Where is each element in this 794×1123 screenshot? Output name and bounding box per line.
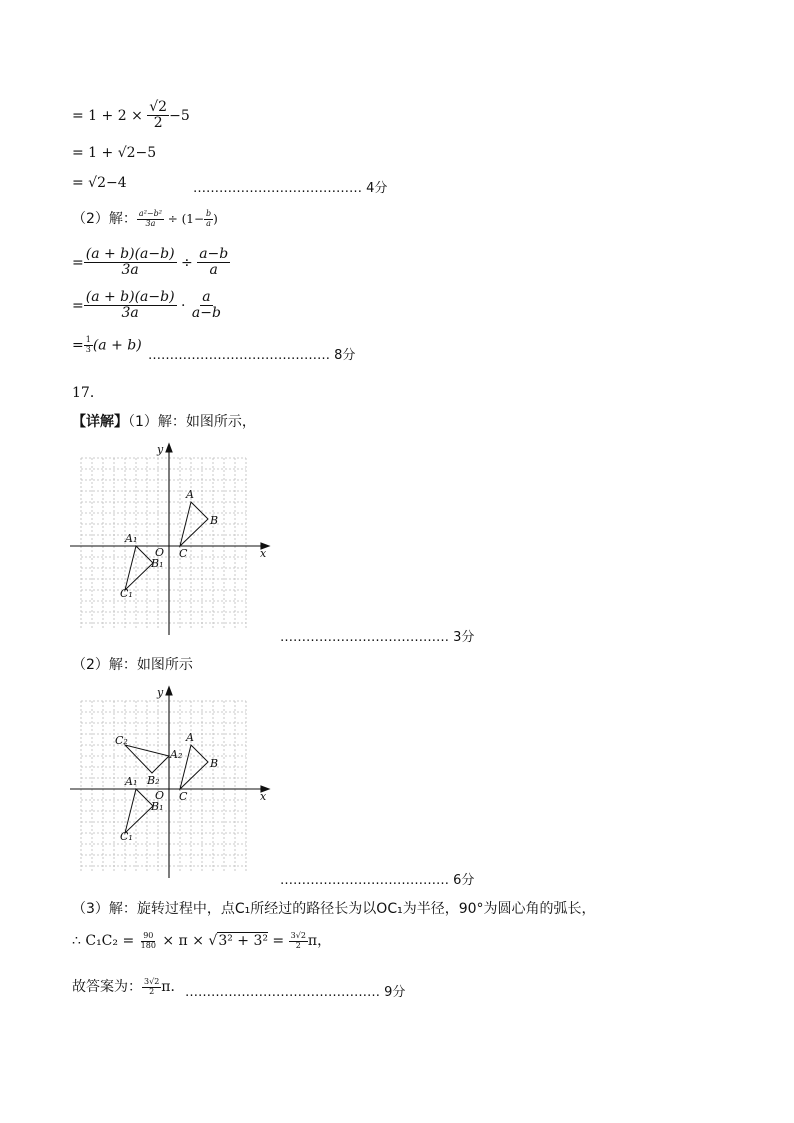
calc-line-1 <box>72 100 190 132</box>
point-c-label: C <box>179 547 188 560</box>
origin-label: O <box>155 789 165 802</box>
step2-fraction <box>84 290 177 322</box>
origin-label: O <box>155 546 165 559</box>
step3-fraction <box>84 336 93 355</box>
figure-1-coordinate-grid <box>70 440 280 638</box>
expr-numerator: a²−b² <box>138 208 162 218</box>
step3-numerator: 1 <box>85 335 91 344</box>
part2-header <box>72 208 218 228</box>
point-b-label: B <box>210 757 219 770</box>
answer-fraction <box>142 978 161 997</box>
detail-label: 【详解】 <box>72 414 128 430</box>
part2-step-1: = $\frac{(a + b)(a-b)}{3a}$ ÷ $\frac{a-b}{a}$ <box>72 246 229 279</box>
arc-numerator-2: 3√2 <box>290 930 306 940</box>
step2-denominator: 3a <box>121 305 139 322</box>
final-answer <box>72 976 184 996</box>
answer-denominator: 2 <box>149 986 155 996</box>
axes <box>70 444 269 635</box>
point-c1-label: C₁ <box>120 587 133 600</box>
expr-close-paren: ) <box>213 212 218 226</box>
arc-fraction-90-180 <box>139 932 158 951</box>
point-c1-label: C₁ <box>120 830 133 843</box>
score-4: ………………………………… 4分 <box>193 181 388 196</box>
arc-equals: = <box>267 933 289 949</box>
point-a-label: A <box>186 488 194 501</box>
step1-fraction <box>84 247 177 279</box>
score-6: ………………………………… 6分 <box>280 873 475 888</box>
part2-label: （2）解： <box>72 211 137 227</box>
point-b2-label: B₂ <box>147 774 160 787</box>
q17-sub1-line <box>72 411 256 431</box>
arc-prefix: ∴ C₁C₂ = <box>72 933 139 949</box>
calc-line-2: = 1 + √2−5 <box>72 145 157 161</box>
answer-numerator: 3√2 <box>144 976 160 986</box>
score-9: ……………………………………… 9分 <box>185 985 406 1000</box>
calc-line-3: = √2−4 <box>72 175 127 191</box>
expr-fraction <box>137 210 164 229</box>
point-c-label: C <box>179 790 188 803</box>
y-axis-label: y <box>157 443 164 456</box>
step1-operator: ÷ <box>176 254 198 271</box>
answer-end: π． <box>161 979 185 995</box>
part2-step-2: = $\frac{(a + b)(a-b)}{3a}$ · $\frac{a}{a-b}$ <box>72 289 221 322</box>
step2-fraction-2 <box>190 290 223 322</box>
arc-radicand: 3² + 3² <box>218 933 268 949</box>
grid-lines <box>81 458 246 628</box>
point-a1-label: A₁ <box>125 532 138 545</box>
score-8: …………………………………… 8分 <box>148 348 356 363</box>
point-a-label: A <box>186 731 194 744</box>
step1-fraction-2 <box>197 247 230 279</box>
arc-times-pi: × π × <box>157 933 209 949</box>
fraction-sqrt2-over-2 <box>147 100 169 132</box>
arc-pi-end: π， <box>307 933 332 949</box>
arc-denominator-1: 180 <box>140 940 156 950</box>
arc-denominator-2: 2 <box>295 940 301 950</box>
arc-length-formula: ∴ C₁C₂ = $\frac{90}{180}$ × π × √3² + 3² = $\frac{3√2}{2}$ π， <box>72 930 332 950</box>
y-axis-label: y <box>157 686 164 699</box>
step3-rest: (a + b) <box>92 337 142 354</box>
step2-denominator-2: a−b <box>191 305 221 322</box>
point-a1-label: A₁ <box>125 775 138 788</box>
expr-numerator-2: b <box>206 208 212 218</box>
point-b1-label: B₁ <box>151 800 164 813</box>
score-3: ………………………………… 3分 <box>280 630 475 645</box>
point-b-label: B <box>210 514 219 527</box>
question-number: 17． <box>72 385 104 401</box>
step1-denominator: 3a <box>121 262 139 279</box>
step2-operator: · <box>176 297 190 314</box>
calc-line-1-prefix: = 1 + 2 × <box>72 107 148 124</box>
q17-sub3: （3）解：旋转过程中，点C₁所经过的路径长为以OC₁为半径，90°为圆心角的弧长， <box>72 901 596 917</box>
step1-denominator-2: a <box>209 262 218 279</box>
calc-line-1-suffix: −5 <box>169 107 190 124</box>
step2-numerator: (a + b)(a−b) <box>85 289 175 305</box>
q17-sub1: （1）解：如图所示， <box>128 414 256 430</box>
grid-lines <box>81 701 246 871</box>
x-axis-label: x <box>260 790 267 803</box>
fraction-numerator: √2 <box>149 99 168 115</box>
x-axis-label: x <box>260 547 267 560</box>
point-c2-label: C₂ <box>115 734 128 747</box>
step2-numerator-2: a <box>202 289 211 305</box>
fraction-denominator: 2 <box>153 115 163 132</box>
expr-denominator: 3a <box>145 218 156 228</box>
axes <box>70 687 269 878</box>
q17-sub2: （2）解：如图所示 <box>72 657 193 673</box>
step1-numerator-2: a−b <box>199 246 229 262</box>
answer-label: 故答案为： <box>72 979 142 995</box>
point-b1-label: B₁ <box>151 557 164 570</box>
step1-numerator: (a + b)(a−b) <box>85 246 175 262</box>
part2-step-3: = $\frac{1}{3}$ (a + b) <box>72 335 142 354</box>
expr-divide: ÷ (1− <box>163 212 204 226</box>
point-a2-label: A₂ <box>170 748 183 761</box>
expr-fraction-b-over-a <box>204 210 213 229</box>
expr-denominator-2: a <box>206 218 211 228</box>
arc-numerator-1: 90 <box>143 930 154 940</box>
figure-2-coordinate-grid <box>70 683 280 881</box>
step3-denominator: 3 <box>85 344 91 354</box>
arc-result-fraction <box>289 932 308 951</box>
